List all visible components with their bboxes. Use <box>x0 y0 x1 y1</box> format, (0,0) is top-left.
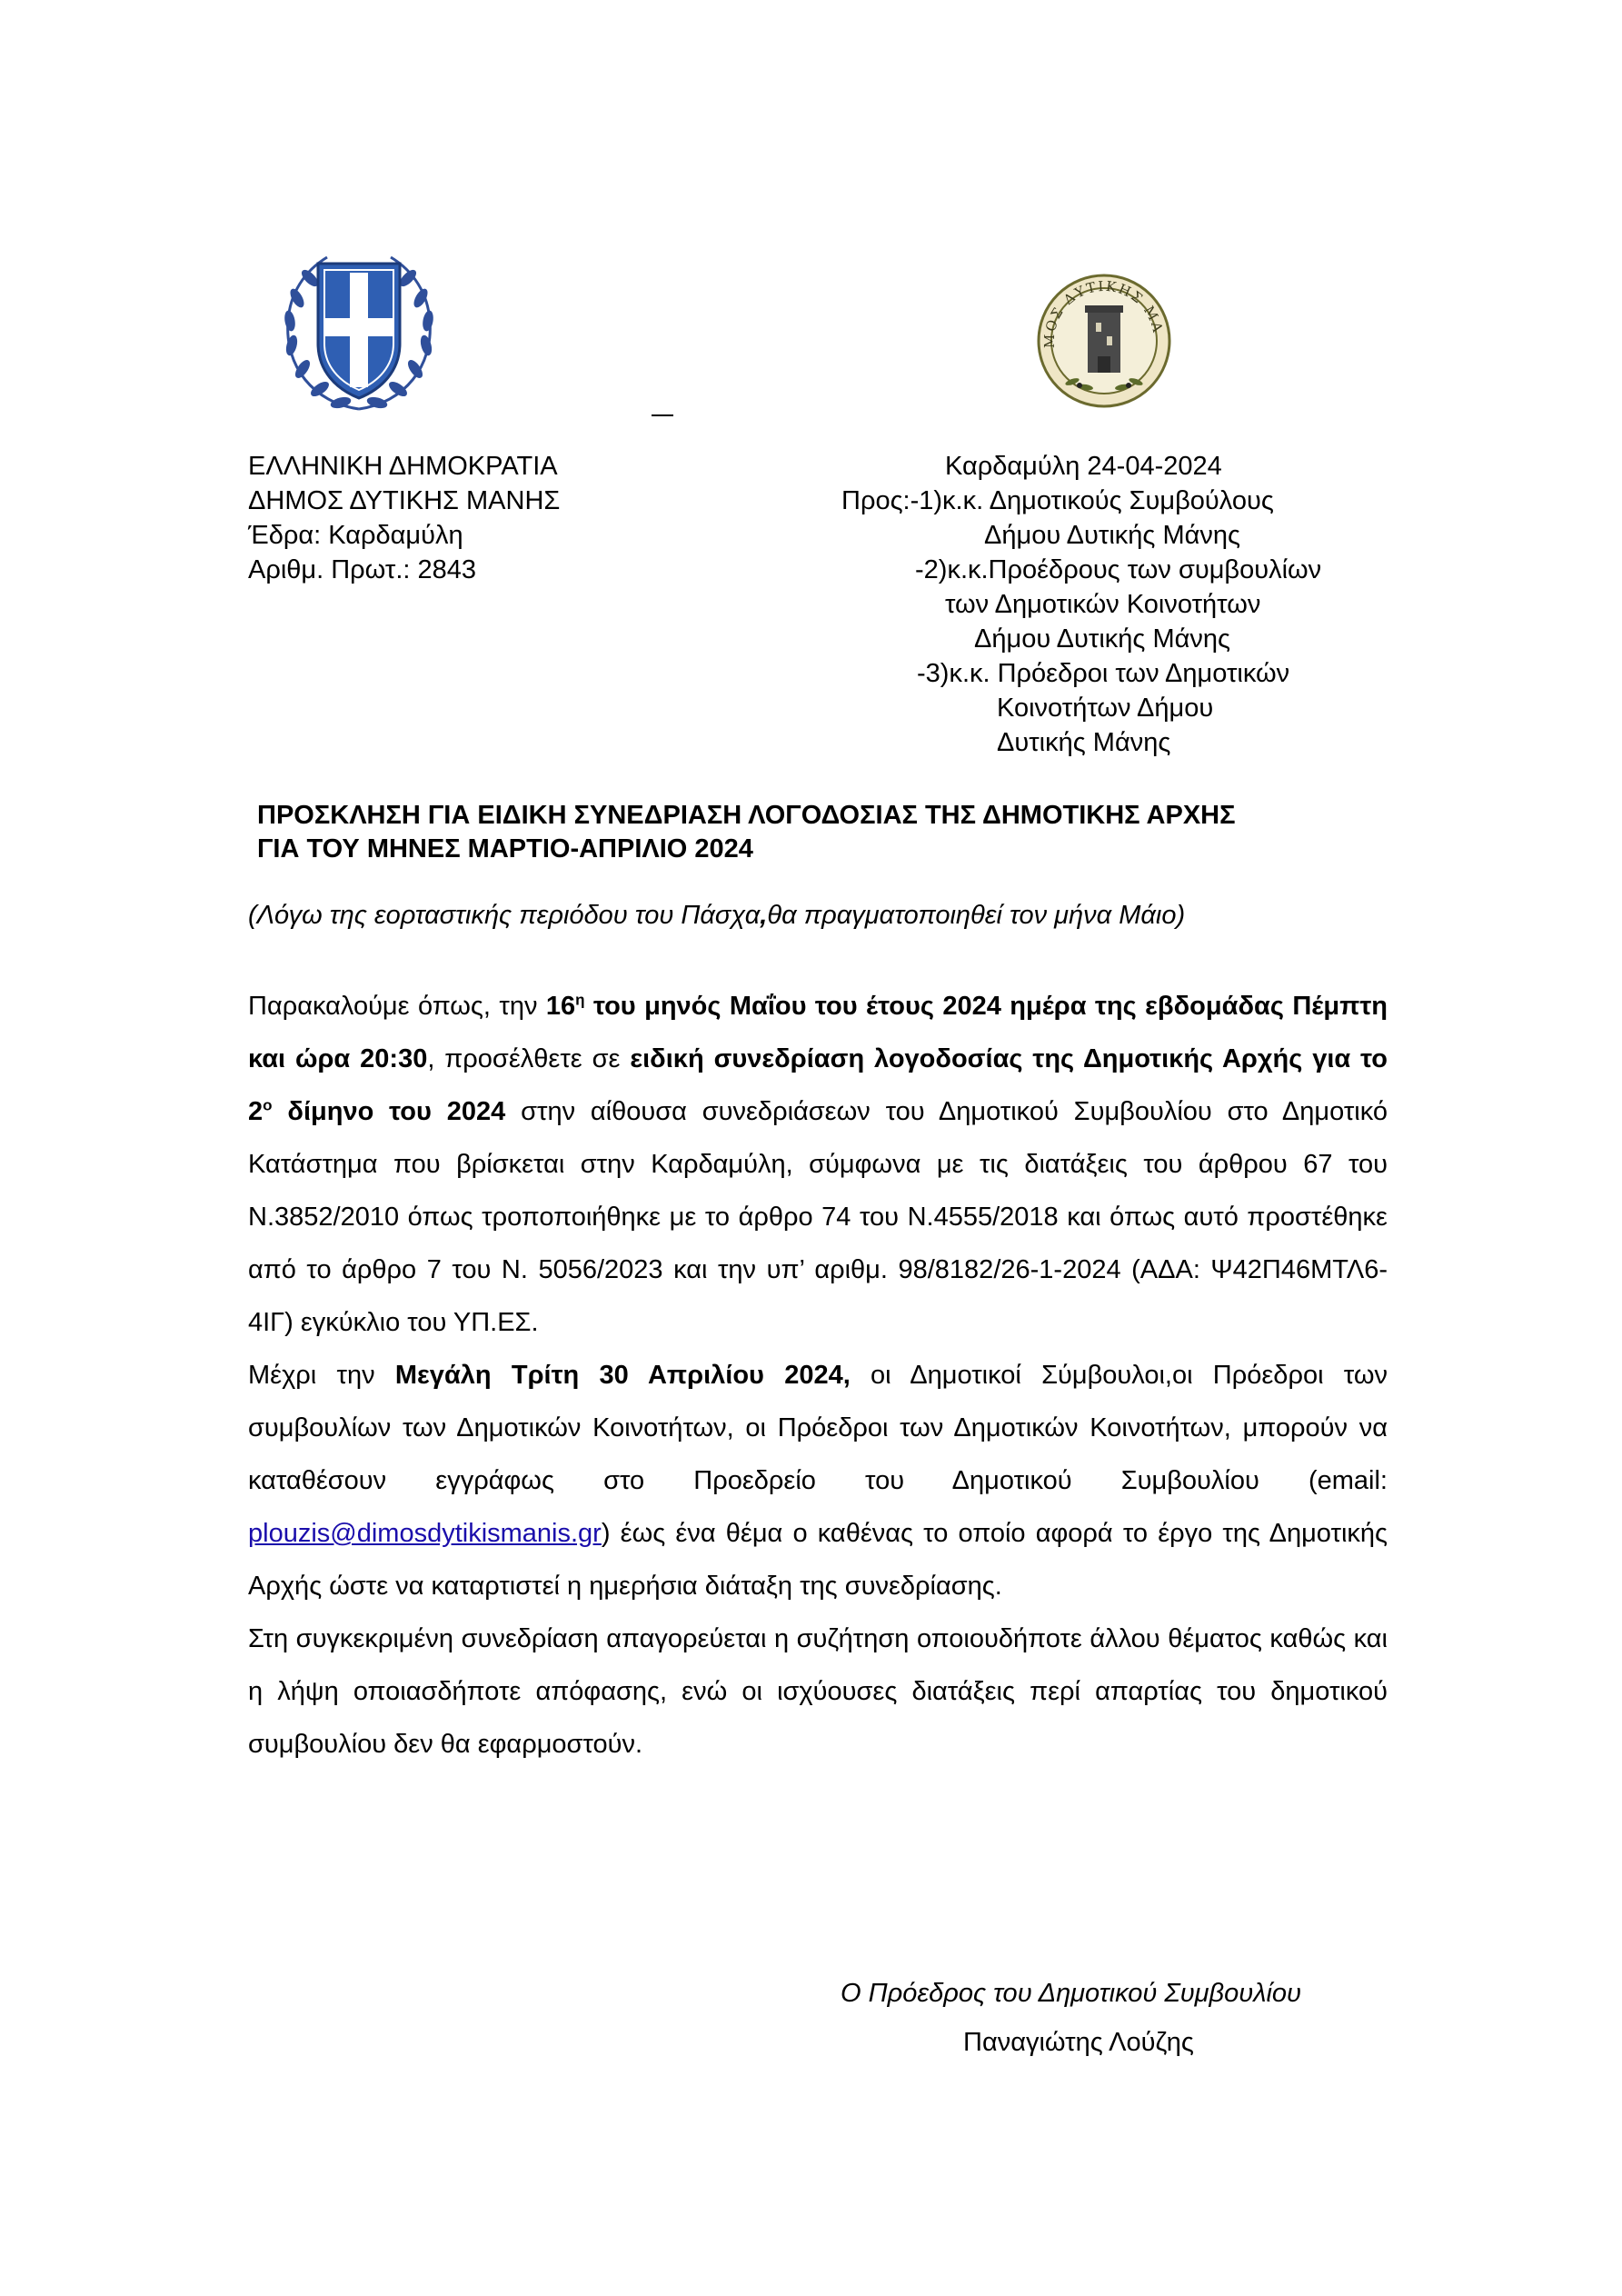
seal-text: ΜΟΣ ΔΥΤΙΚΗΣ ΜΑ <box>1040 277 1167 349</box>
header-left-line-2: ΔΗΜΟΣ ΔΥΤΙΚΗΣ ΜΑΝΗΣ <box>248 486 561 515</box>
p1-date-time: του μηνός Μαΐου του έτους 2024 ημέρα της εβδομάδας Πέμπτη και ώρα 20:30 <box>248 992 1388 1073</box>
body-text <box>248 980 1388 1771</box>
recipient-line-8: Δυτικής Μάνης <box>997 728 1171 757</box>
municipality-seal-logo <box>1036 273 1172 409</box>
p1-ordinal-1: η <box>575 991 585 1009</box>
p1-text-3: στην αίθουσα συνεδριάσεων του Δημοτικού Συμβουλίου στο Δημοτικό Κατάστημα που βρίσκεται στην Καρδαμύλη, σύμφωνα με τις διατάξεις του άρθρου 67 του Ν.3852/2010 όπως τροποποιήθηκε με το άρθρο 74 του Ν.4555/2018 και όπως αυτό προστέθηκε από το άρθρο 7 του Ν. 5056/2023 και την υπ’ αριθμ. 98/8182/26-1-2024 (ΑΔΑ: Ψ42Π46ΜΤΛ6-4ΙΓ) εγκύκλιο του ΥΠ.ΕΣ. <box>248 1097 1388 1337</box>
greek-coat-of-arms-logo <box>277 244 441 416</box>
recipient-line-7: Κοινοτήτων Δήμου <box>997 694 1214 723</box>
note-line <box>248 898 1185 933</box>
p1-date-day: 16 <box>545 992 576 1021</box>
header-date: Καρδαμύλη 24-04-2024 <box>945 452 1222 481</box>
note-part-2: θα πραγματοποιηθεί τον μήνα Μάιο) <box>767 901 1186 930</box>
note-part-1: (Λόγω της εορταστικής περιόδου του Πάσχα <box>248 901 761 930</box>
paragraph-2 <box>248 1349 1388 1612</box>
p2-text-1: Μέχρι την <box>248 1361 395 1390</box>
title-line-1: ΠΡΟΣΚΛΗΣΗ ΓΙΑ ΕΙΔΙΚΗ ΣΥΝΕΔΡΙΑΣΗ ΛΟΓΟΔΟΣΙΑΣ ΤΗΣ ΔΗΜΟΤΙΚΗΣ ΑΡΧΗΣ <box>257 801 1236 830</box>
p1-meeting-type: ειδική συνεδρίαση λογοδοσίας της Δημοτικής Αρχής για το 2 <box>248 1044 1388 1126</box>
title-line-2: ΓΙΑ ΤΟΥ ΜΗΝΕΣ ΜΑΡΤΙΟ-ΑΠΡΙΛΙΟ 2024 <box>257 834 753 863</box>
recipient-line-2: Δήμου Δυτικής Μάνης <box>984 521 1240 550</box>
p1-text-2: , προσέλθετε σε <box>427 1044 631 1073</box>
p1-text-1: Παρακαλούμε όπως, την <box>248 992 546 1021</box>
recipient-line-5: Δήμου Δυτικής Μάνης <box>974 624 1230 654</box>
email-link[interactable]: plouzis@dimosdytikismanis.gr <box>248 1519 602 1548</box>
header-left-line-4: Αριθμ. Πρωτ.: 2843 <box>248 555 477 584</box>
paragraph-3: Στη συγκεκριμένη συνεδρίαση απαγορεύεται η συζήτηση οποιουδήποτε άλλου θέματος καθώς και η λήψη οποιασδήποτε απόφασης, ενώ οι ισχύουσες διατάξεις περί απαρτίας του δημοτικού συμβουλίου δεν θα εφαρμοστούν. <box>248 1624 1388 1759</box>
recipient-line-6: -3)κ.κ. Πρόεδροι των Δημοτικών <box>917 659 1290 688</box>
p1-period: δίμηνο του 2024 <box>272 1097 506 1126</box>
recipient-line-3: -2)κ.κ.Προέδρους των συμβουλίων <box>915 555 1322 584</box>
header-left-line-3: Έδρα: Καρδαμύλη <box>248 521 463 550</box>
p2-text-2: οι Δημοτικοί Σύμβουλοι,οι Πρόεδροι των συμβουλίων των Δημοτικών Κοινοτήτων, οι Πρόεδροι των Δημοτικών Κοινοτήτων, μπορούν να καταθέσουν εγγράφως στο Προεδρείο του Δημοτικού Συμβουλίου (email: <box>248 1361 1388 1495</box>
paragraph-1 <box>248 980 1388 1349</box>
signature-role: Ο Πρόεδρος του Δημοτικού Συμβουλίου <box>841 1979 1301 2008</box>
recipient-line-4: των Δημοτικών Κοινοτήτων <box>945 590 1261 619</box>
p1-ordinal-2: ο <box>263 1096 273 1114</box>
recipient-line-1: Προς:-1)κ.κ. Δημοτικούς Συμβούλους <box>841 486 1274 515</box>
header-dash <box>652 414 673 416</box>
signature-name: Παναγιώτης Λούζης <box>963 2028 1194 2057</box>
p2-deadline: Μεγάλη Τρίτη 30 Απριλίου 2024, <box>394 1361 851 1390</box>
note-comma: , <box>760 901 768 930</box>
header-left-line-1: ΕΛΛΗΝΙΚΗ ΔΗΜΟΚΡΑΤΙΑ <box>248 452 558 481</box>
p2-text-3: ) έως ένα θέμα ο καθένας το οποίο αφορά το έργο της Δημοτικής Αρχής ώστε να καταρτιστεί η ημερήσια διάταξη της συνεδρίασης. <box>248 1519 1388 1601</box>
